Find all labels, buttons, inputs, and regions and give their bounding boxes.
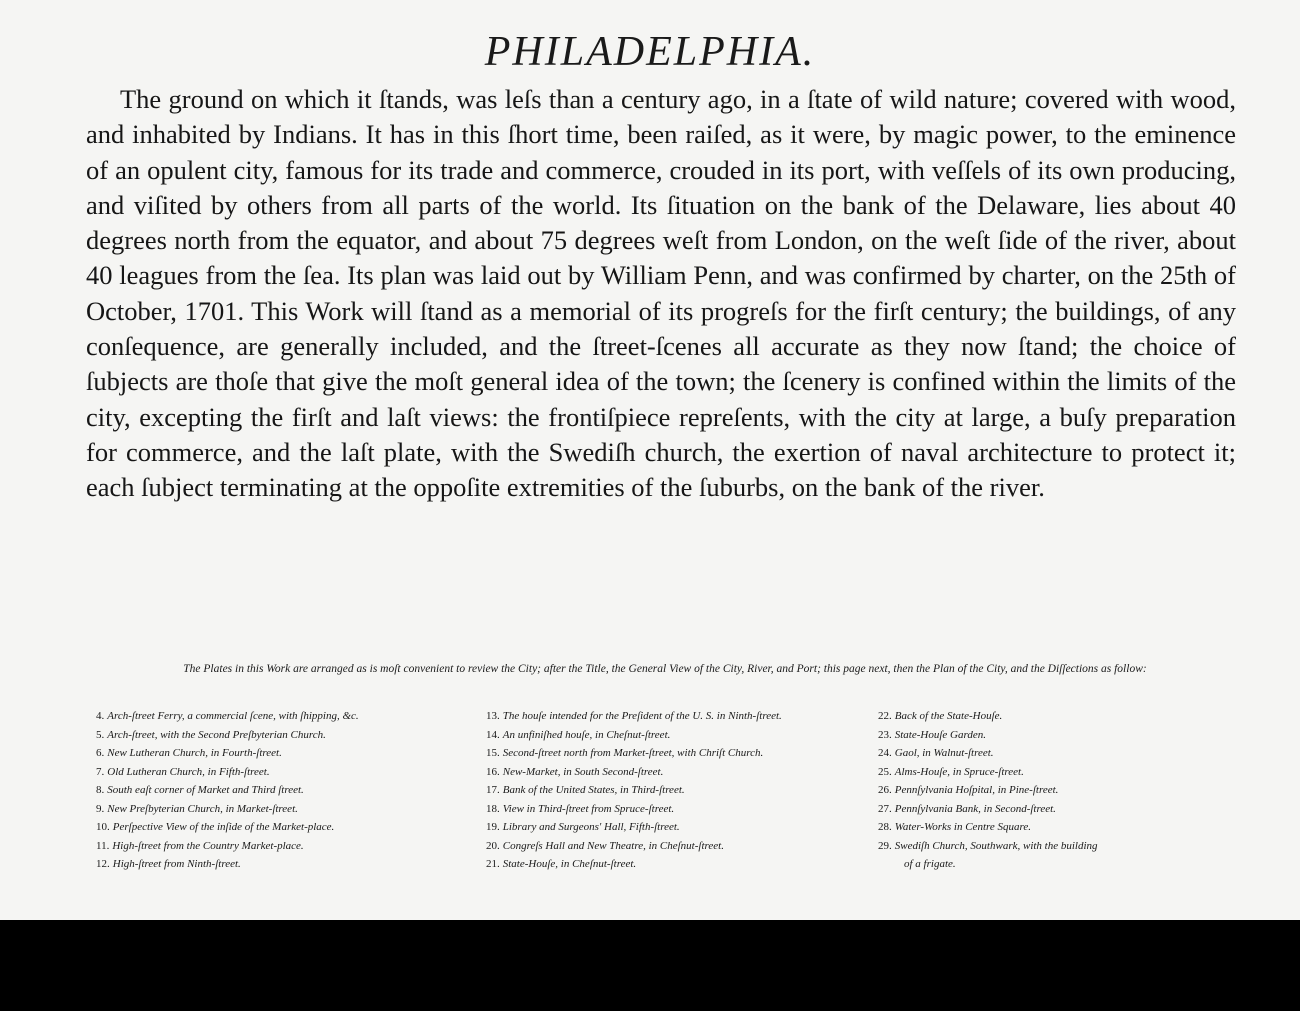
plate-title: Perſpective View of the inſide of the Market-place.: [112, 821, 335, 833]
plate-list-item: [486, 855, 866, 874]
plate-number: 5.: [96, 728, 105, 741]
plate-number: 4.: [96, 710, 105, 722]
plate-list-item: [486, 800, 866, 819]
plate-title-continuation: of a frigate.: [904, 858, 956, 870]
plate-number: 17.: [486, 784, 500, 796]
plate-title: State-Houſe, in Cheſnut-ſtreet.: [502, 858, 637, 870]
plate-list-item: [96, 744, 476, 763]
bottom-black-band: [0, 920, 1300, 1011]
plate-title: Alms-Houſe, in Spruce-ſtreet.: [894, 765, 1024, 778]
plate-list-item: [878, 837, 1188, 874]
plate-title: Congreſs Hall and New Theatre, in Cheſnut-ſtreet.: [502, 839, 724, 852]
plate-number: 25.: [878, 765, 892, 778]
plate-title: Arch-ſtreet, with the Second Preſbyterian Church.: [107, 728, 326, 741]
plate-number: 9.: [96, 802, 105, 815]
page-title: PHILADELPHIA.: [484, 29, 816, 75]
plate-list-item: [96, 818, 476, 837]
plate-title: South eaſt corner of Market and Third ſtreet.: [107, 784, 304, 796]
plate-number: 12.: [96, 858, 110, 870]
plate-number: 10.: [96, 821, 110, 833]
plate-number: 14.: [486, 728, 500, 741]
plate-list-item: [96, 726, 476, 745]
plate-list-item: [96, 707, 476, 726]
plate-list-item: [878, 744, 1188, 763]
plate-number: 20.: [486, 839, 500, 852]
plate-number: 8.: [96, 784, 105, 796]
plate-number: 19.: [486, 821, 500, 833]
plate-number: 15.: [486, 747, 500, 759]
plate-title: Pennſylvania Hoſpital, in Pine-ſtreet.: [894, 784, 1059, 796]
plate-list-item: [96, 800, 476, 819]
plate-number: 13.: [486, 710, 500, 722]
plate-list-item: [878, 763, 1188, 782]
plate-title: High-ſtreet from the Country Market-place.: [112, 839, 304, 852]
plate-list-item: [96, 763, 476, 782]
plate-title: Second-ſtreet north from Market-ſtreet, with Chriſt Church.: [502, 747, 764, 759]
plate-title: High-ſtreet from Ninth-ſtreet.: [112, 858, 241, 870]
plate-title: Library and Surgeons' Hall, Fifth-ſtreet.: [502, 821, 680, 833]
plate-number: 22.: [878, 710, 892, 722]
plate-title: Water-Works in Centre Square.: [894, 821, 1032, 833]
plates-intro: The Plates in this Work are arranged as is moſt convenient to review the City; after the Title, the General View of the City, River, and Port; this page next, then the Plan of the City, and the Diſſections as follow:: [183, 663, 1147, 675]
plate-title: Arch-ſtreet Ferry, a commercial ſcene, with ſhipping, &c.: [107, 710, 359, 722]
plate-title: Gaol, in Walnut-ſtreet.: [894, 747, 994, 759]
plates-column-1: [96, 707, 476, 874]
plate-number: 29.: [878, 839, 892, 852]
plate-title: Back of the State-Houſe.: [894, 710, 1003, 722]
plate-number: 24.: [878, 747, 892, 759]
plate-title: Bank of the United States, in Third-ſtreet.: [502, 784, 685, 796]
plate-number: 6.: [96, 747, 105, 759]
plate-title: Pennſylvania Bank, in Second-ſtreet.: [894, 802, 1056, 815]
plate-list-item: [486, 763, 866, 782]
plate-title: New Lutheran Church, in Fourth-ſtreet.: [107, 747, 282, 759]
plate-list-item: [486, 781, 866, 800]
plate-number: 23.: [878, 728, 892, 741]
plate-title: State-Houſe Garden.: [894, 728, 986, 741]
plate-number: 26.: [878, 784, 892, 796]
plate-title: View in Third-ſtreet from Spruce-ſtreet.: [502, 802, 675, 815]
body-paragraph: The ground on which it ſtands, was leſs than a century ago, in a ſtate of wild nature; covered with wood, and inhabited by Indians. It has in this ſhort time, been raiſed, as it were, by magic power, to the eminence of an opulent city, famous for its trade and commerce, crouded in its port, with veſſels of its own producing, and viſited by others from all parts of the world. Its ſituation on the bank of the Delaware, lies about 40 degrees north from the equator, and about 75 degrees weſt from London, on the weſt ſide of the river, about 40 leagues from the ſea. Its plan was laid out by William Penn, and was confirmed by charter, on the 25th of October, 1701. This Work will ſtand as a memorial of its progreſs for the firſt century; the buildings, of any conſequence, are generally included, and the ſtreet-ſcenes all accurate as they now ſtand; the choice of ſubjects are thoſe that give the moſt general idea of the town; the ſcenery is confined within the limits of the city, excepting the firſt and laſt views: the frontiſpiece repreſents, with the city at large, a buſy preparation for commerce, and the laſt plate, with the Swediſh church, the exertion of naval architecture to protect it; each ſubject terminating at the oppoſite extremities of the ſuburbs, on the bank of the river.: [86, 84, 1236, 503]
plate-title: New Preſbyterian Church, in Market-ſtreet.: [107, 802, 298, 815]
plate-title: The houſe intended for the Preſident of the U. S. in Ninth-ſtreet.: [502, 710, 782, 722]
plate-number: 16.: [486, 765, 500, 778]
plate-title: Swediſh Church, Southwark, with the building: [894, 839, 1098, 852]
plate-number: 27.: [878, 802, 892, 815]
plate-list-item: [96, 781, 476, 800]
plate-list-item: [96, 855, 476, 874]
plate-list-item: [486, 707, 866, 726]
plate-list-item: [878, 726, 1188, 745]
plates-column-2: [486, 707, 866, 874]
plate-number: 21.: [486, 858, 500, 870]
plate-title: New-Market, in South Second-ſtreet.: [502, 765, 664, 778]
plate-list-item: [486, 837, 866, 856]
plate-list-item: [878, 781, 1188, 800]
plate-list-item: [486, 726, 866, 745]
plate-list-item: [878, 818, 1188, 837]
plate-list-item: [96, 837, 476, 856]
plates-column-3: [878, 707, 1188, 874]
plate-list-item: [486, 744, 866, 763]
plate-number: 18.: [486, 802, 500, 815]
plate-list-item: [878, 707, 1188, 726]
plate-list-item: [878, 800, 1188, 819]
plate-number: 28.: [878, 821, 892, 833]
plate-title: Old Lutheran Church, in Fifth-ſtreet.: [107, 765, 270, 778]
plate-number: 11.: [96, 839, 110, 852]
plate-list-item: [486, 818, 866, 837]
plate-number: 7.: [96, 765, 105, 778]
plate-title: An unfiniſhed houſe, in Cheſnut-ſtreet.: [502, 728, 671, 741]
